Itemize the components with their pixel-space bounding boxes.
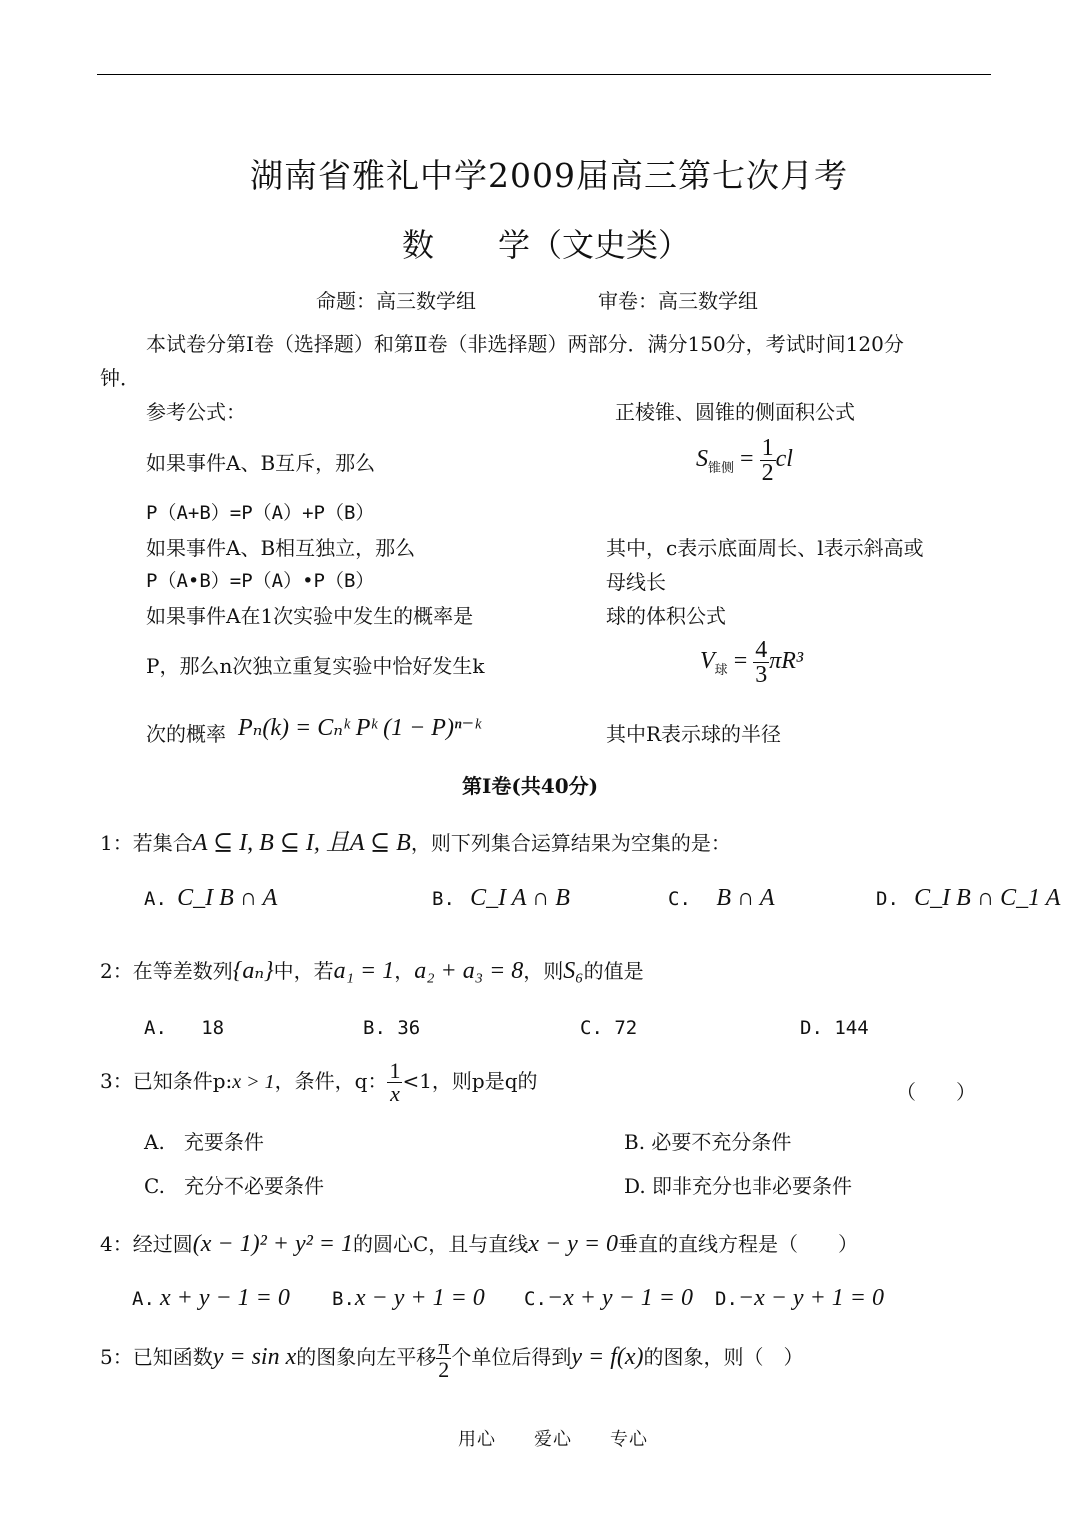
option-value: 即非充分也非必要条件 (652, 1174, 853, 1198)
question-2-math-3: a₂ + a₃ = 8 (414, 958, 524, 984)
question-2-mid-2: ， (394, 959, 415, 983)
question-4-suffix: 垂直的直线方程是（ ） (618, 1232, 859, 1256)
sphere-volume-den: 3 (755, 662, 768, 688)
question-5-math-1: y = sin x (212, 1344, 297, 1370)
option-label: A. (144, 888, 167, 910)
option-label: A. (144, 1017, 167, 1039)
option-label: D. (800, 1017, 823, 1039)
question-1-math: A ⊆ I, B ⊆ I, 且A ⊆ B (192, 830, 411, 856)
question-4-mid: 的圆心C，且与直线 (353, 1232, 529, 1256)
question-5-prefix: 5：已知函数 (100, 1345, 213, 1369)
question-2-option-d (800, 1017, 869, 1039)
question-4-option-c (524, 1285, 693, 1312)
question-4-math-2: x − y = 0 (528, 1231, 619, 1257)
question-2-option-c (580, 1017, 637, 1039)
question-5-frac-num: π (438, 1334, 450, 1359)
question-3-option-a (144, 1126, 264, 1155)
question-1-option-d (876, 885, 1060, 912)
cone-note-line-2: 母线长 (606, 570, 666, 594)
exam-title: 湖南省雅礼中学2009届高三第七次月考 (250, 156, 848, 195)
option-value: 必要不充分条件 (651, 1130, 792, 1154)
cone-area-formula (696, 436, 793, 485)
question-1-suffix: ，则下列集合运算结果为空集的是： (410, 831, 731, 855)
option-label: B. (363, 1017, 386, 1039)
section-heading: 第Ⅰ卷(共40分) (462, 774, 599, 798)
question-3-math: x > 1 (232, 1071, 275, 1093)
option-value: x + y − 1 = 0 (159, 1285, 290, 1311)
question-1-option-a (144, 885, 277, 912)
option-label: B. (432, 888, 455, 910)
question-1-prefix: 1：若集合 (100, 831, 193, 855)
formula-indep-text: 如果事件A、B相互独立，那么 (146, 536, 416, 560)
question-5-mid-1: 的图象向左平移 (296, 1345, 437, 1369)
page-footer: 用心 爱心 专心 (458, 1429, 648, 1450)
question-2-stem (100, 955, 644, 985)
question-2-option-a (144, 1017, 224, 1039)
question-4-option-b (332, 1285, 485, 1312)
option-label: D. (876, 888, 899, 910)
question-2-prefix: 2：在等差数列 (100, 959, 233, 983)
option-value: 充要条件 (183, 1130, 264, 1154)
question-2-math-4: S₆ (563, 958, 584, 984)
cone-area-lhs: S (696, 446, 708, 473)
option-value: C_I A ∩ B (470, 885, 570, 911)
option-value: 72 (614, 1017, 638, 1039)
question-4-math-1: (x − 1)² + y² = 1 (192, 1231, 353, 1257)
question-3-suffix: <1，则p是q的 (402, 1069, 538, 1093)
question-4-stem (100, 1228, 858, 1258)
question-2-option-b (363, 1017, 420, 1039)
binomial-label: 次的概率 (146, 722, 226, 746)
exam-subtitle: 数 学（文史类） (402, 226, 691, 264)
option-label: C. (524, 1288, 547, 1310)
question-3-answer-bracket[interactable]: （ ） (896, 1080, 976, 1104)
sphere-volume-num: 4 (755, 637, 768, 663)
option-label: B. (624, 1130, 646, 1154)
question-5-mid-2: 个单位后得到 (451, 1345, 572, 1369)
question-4-option-a (132, 1285, 290, 1312)
option-label: B. (332, 1288, 355, 1310)
option-value: B ∩ A (716, 885, 775, 911)
question-1-option-c (668, 885, 775, 912)
option-value: C_I B ∩ C_1 A (914, 885, 1061, 911)
question-5-math-2: y = f(x) (571, 1344, 644, 1370)
question-1-option-b (432, 885, 570, 912)
option-value: −x + y − 1 = 0 (546, 1285, 693, 1311)
question-2-suffix: 的值是 (583, 959, 644, 983)
option-value: 18 (201, 1017, 225, 1039)
question-5-suffix: 的图象，则（ ） (643, 1345, 804, 1369)
cone-area-sub: 锥侧 (708, 459, 735, 475)
binomial-formula: Pₙ(k) = Cₙᵏ Pᵏ (1 − P)ⁿ⁻ᵏ (238, 715, 481, 741)
header-rule (97, 74, 991, 75)
question-5-stem (100, 1336, 804, 1381)
sphere-volume-lhs: V (700, 648, 715, 675)
formula-binomial-text: P，那么n次独立重复实验中恰好发生k (146, 654, 485, 678)
proposer-label: 命题：高三数学组 (316, 289, 476, 313)
option-label: A. (132, 1288, 155, 1310)
cone-note-line-1: 其中，c表示底面周长、l表示斜高或 (606, 536, 924, 560)
cone-area-num: 1 (761, 435, 774, 461)
question-3-prefix: 3：已知条件p: (100, 1069, 233, 1093)
formula-union-prob: P（A+B）=P（A）+P（B） (146, 502, 375, 524)
question-3-mid: ，条件，q： (274, 1069, 388, 1093)
formulas-left-heading: 参考公式： (146, 400, 246, 424)
question-1-stem (100, 822, 731, 857)
reviewer-label: 审卷：高三数学组 (598, 289, 758, 313)
question-3-frac-num: 1 (389, 1058, 401, 1083)
sphere-volume-rhs: πR³ (769, 648, 804, 675)
formula-event-text: 如果事件A在1次实验中发生的概率是 (146, 604, 474, 628)
question-5-frac-den: 2 (438, 1357, 450, 1382)
option-label: C. (668, 888, 691, 910)
question-4-prefix: 4：经过圆 (100, 1232, 193, 1256)
question-4-option-d (715, 1285, 884, 1312)
sphere-volume-heading: 球的体积公式 (606, 604, 726, 628)
question-2-math-1: {aₙ} (232, 958, 274, 984)
cone-area-den: 2 (761, 460, 774, 486)
cone-area-eq: = (740, 446, 754, 473)
sphere-volume-sub: 球 (714, 661, 728, 677)
option-value: C_I B ∩ A (177, 885, 278, 911)
option-label: D. (715, 1288, 738, 1310)
question-2-mid-3: ，则 (523, 959, 564, 983)
formula-product-prob: P（A•B）=P（A）•P（B） (146, 570, 375, 592)
question-2-mid-1: 中，若 (273, 959, 334, 983)
sphere-note: 其中R表示球的半径 (606, 722, 782, 746)
option-label: C. (580, 1017, 603, 1039)
option-value: 36 (397, 1017, 421, 1039)
formulas-right-heading: 正棱锥、圆锥的侧面积公式 (615, 400, 855, 424)
option-label: A. (144, 1130, 165, 1154)
option-label: D. (624, 1174, 646, 1198)
option-value: 144 (834, 1017, 869, 1039)
cone-area-rhs: cl (775, 446, 793, 473)
option-value: 充分不必要条件 (184, 1174, 325, 1198)
option-value: x − y + 1 = 0 (354, 1285, 485, 1311)
question-3-option-b (624, 1126, 791, 1155)
option-value: −x − y + 1 = 0 (737, 1285, 884, 1311)
formula-mutex-text: 如果事件A、B互斥，那么 (146, 451, 376, 475)
question-3-option-c (144, 1170, 324, 1199)
sphere-volume-formula (700, 638, 803, 687)
sphere-volume-eq: = (733, 648, 748, 675)
question-3-option-d (624, 1170, 852, 1199)
intro-line-1: 本试卷分第Ⅰ卷（选择题）和第Ⅱ卷（非选择题）两部分．满分150分，考试时间120分 (146, 332, 904, 356)
question-3-stem (100, 1060, 538, 1105)
question-2-math-2: a₁ = 1 (333, 958, 395, 984)
intro-line-2: 钟． (100, 366, 140, 390)
option-label: C. (144, 1174, 165, 1198)
question-3-frac-den: x (390, 1081, 400, 1106)
